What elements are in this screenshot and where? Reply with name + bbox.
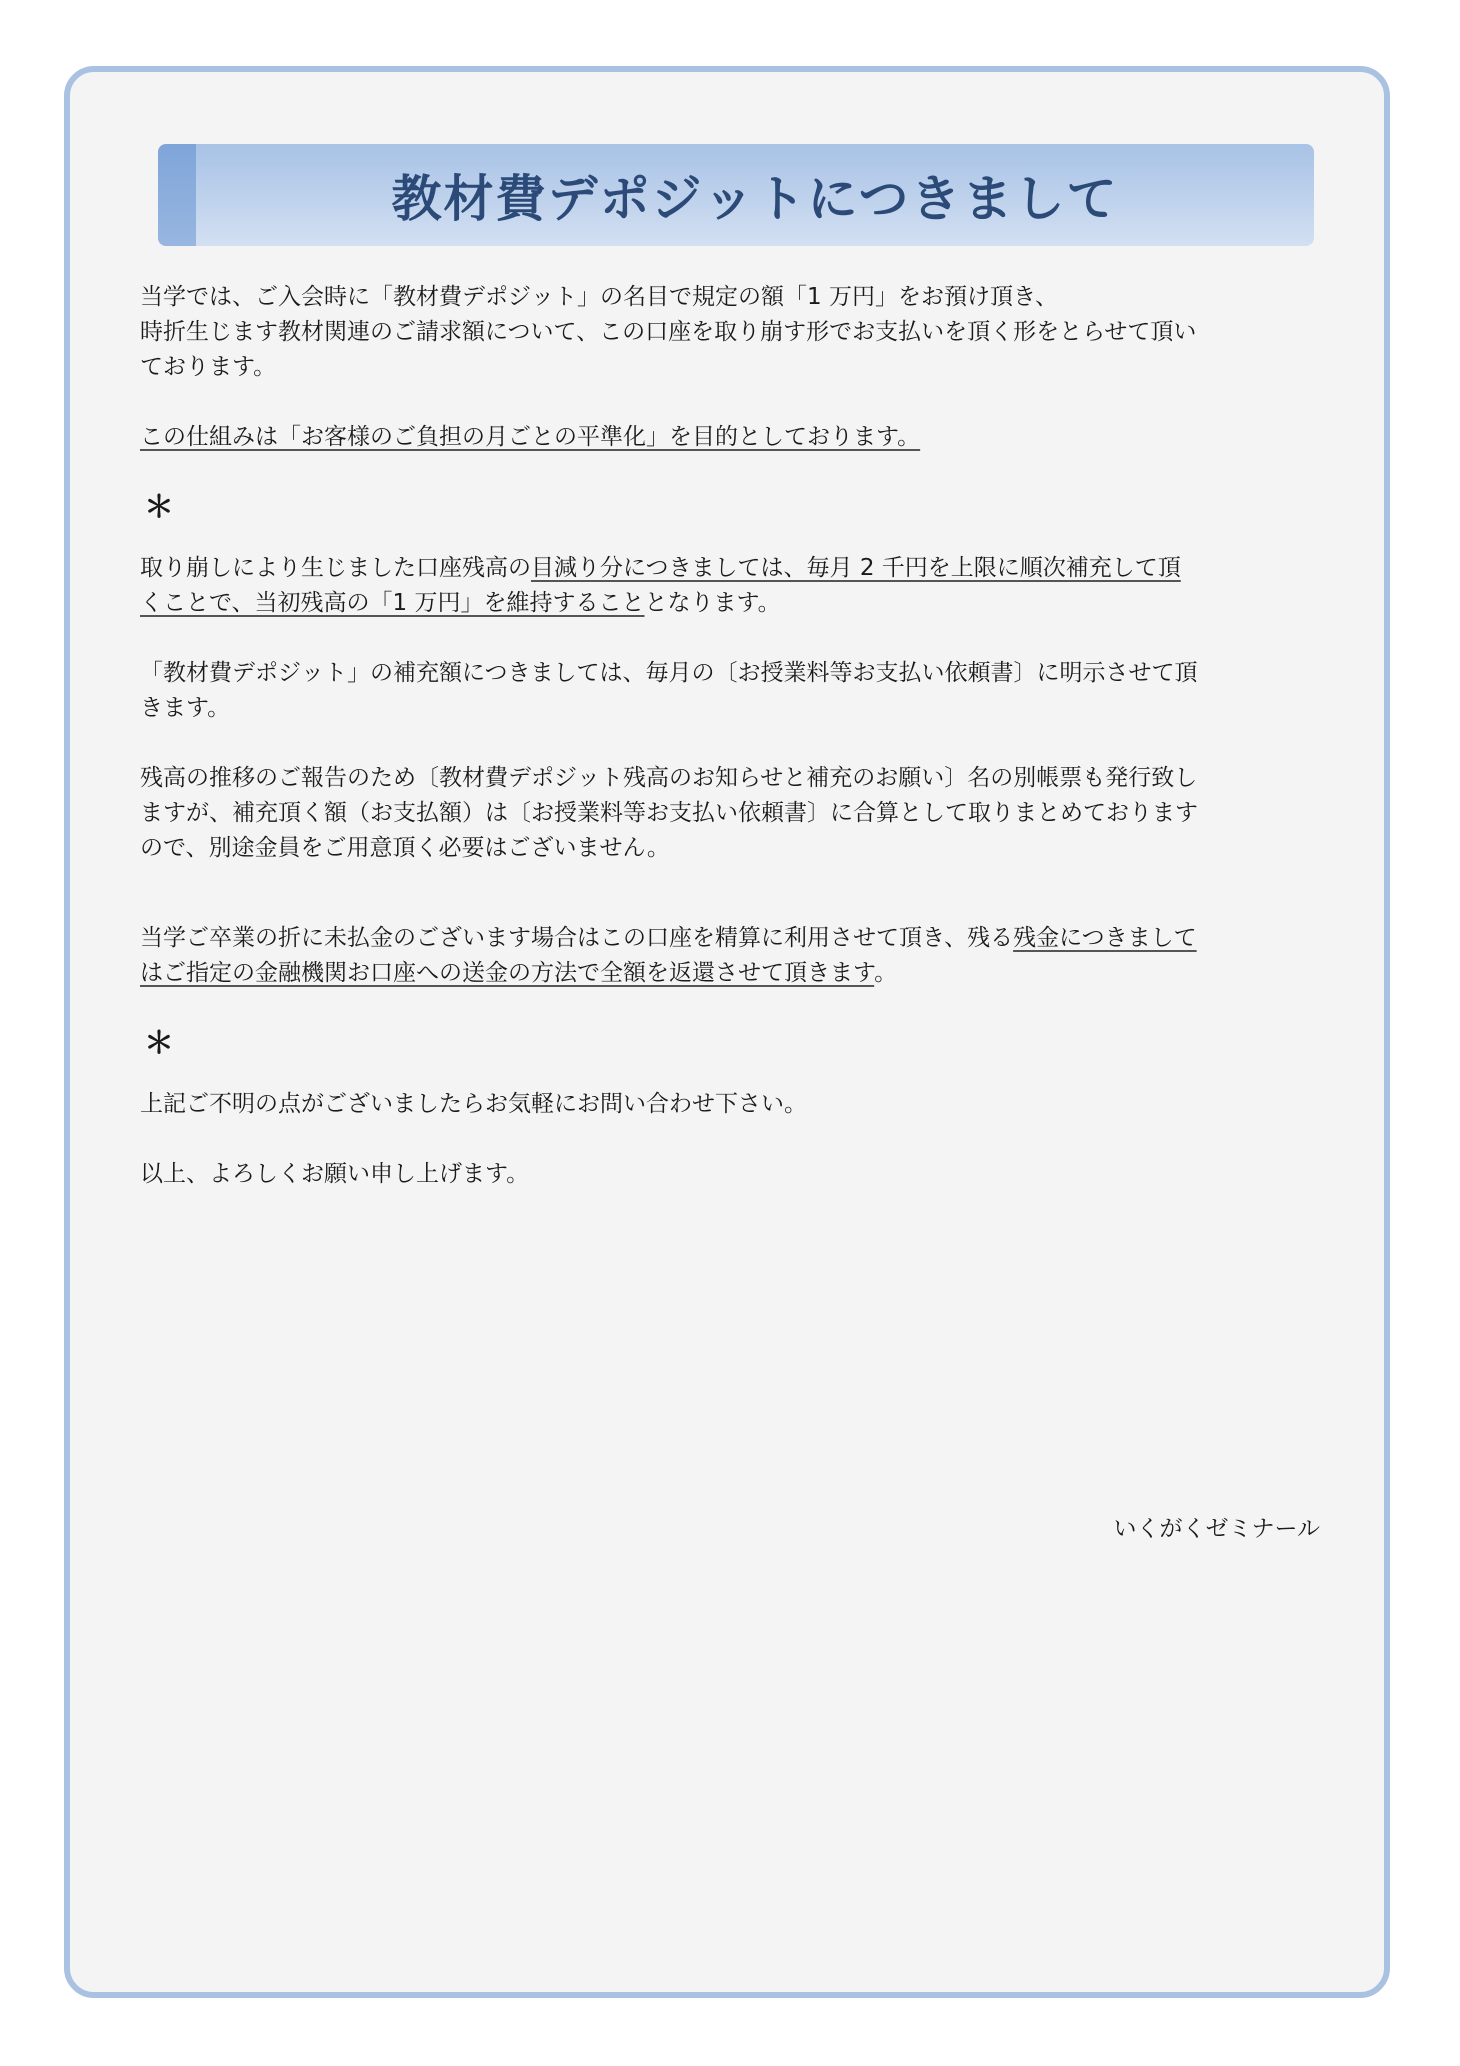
graduation-text-underlined: 残金につきましてはご指定の金融機関お口座への送金の方法で全額を返還させて頂きます <box>140 925 1197 986</box>
title-banner <box>158 144 1314 246</box>
replenish-text-a: 取り崩しにより生じました口座残高の <box>140 555 531 581</box>
document-body <box>140 280 1200 1192</box>
replenish-text-underlined: 目減り分につきましては、毎月 2 千円を上限に順次補充して頂くことで、当初残高の「1 万円」を維持すること <box>140 555 1181 616</box>
purpose-text: この仕組みは「お客様のご負担の月ごとの平準化」を目的としております。 <box>140 424 921 450</box>
replenish-text-c: となります。 <box>644 590 781 616</box>
graduation-text-a: 当学ご卒業の折に未払金のございます場合はこの口座を精算に利用させて頂き、残る <box>140 925 1014 951</box>
paragraph-closing: 以上、よろしくお願い申し上げます。 <box>140 1161 530 1187</box>
paragraph-contact: 上記ご不明の点がございましたらお気軽にお問い合わせ下さい。 <box>140 1091 807 1117</box>
intro-line-1: 当学では、ご入会時に「教材費デポジット」の名目で規定の額「1 万円」をお預け頂き、 <box>140 284 1059 310</box>
separator-star-2: ＊ <box>144 1026 174 1061</box>
graduation-text-c: 。 <box>874 960 898 986</box>
separator-star-1: ＊ <box>144 490 174 525</box>
paragraph-replenish <box>140 551 1200 621</box>
signature: いくがくゼミナール <box>1113 1516 1320 1542</box>
paragraph-purpose <box>140 420 1200 455</box>
paragraph-intro <box>140 280 1200 385</box>
page-title: 教材費デポジットにつきまして <box>391 169 1119 228</box>
title-accent-bar <box>158 144 196 246</box>
paragraph-statement: 「教材費デポジット」の補充額につきましては、毎月の〔お授業料等お支払い依頼書〕に明示させて頂きます。 <box>140 660 1198 721</box>
paragraph-report: 残高の推移のご報告のため〔教材費デポジット残高のお知らせと補充のお願い〕名の別帳票も発行致しますが、補充頂く額（お支払額）は〔お授業料等お支払い依頼書〕に合算として取りまとめておりますので、別途金員をご用意頂く必要はございません。 <box>140 765 1198 861</box>
paragraph-graduation <box>140 921 1200 991</box>
intro-line-2: 時折生じます教材関連のご請求額について、この口座を取り崩す形でお支払いを頂く形をとらせて頂いております。 <box>140 319 1197 380</box>
